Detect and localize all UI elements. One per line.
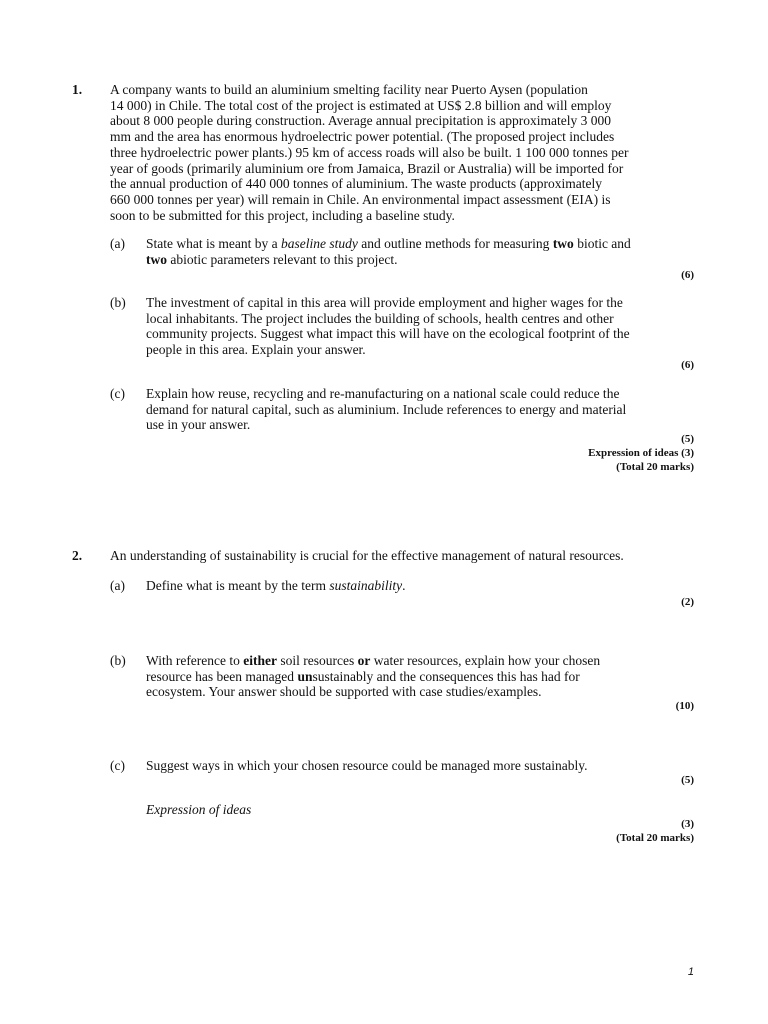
q1-c-line: use in your answer. xyxy=(146,417,251,433)
emphasis-or: or xyxy=(357,653,371,668)
q2-b-line-1 xyxy=(146,653,666,669)
stem-line: A company wants to build an aluminium smelting facility near Puerto Aysen (population xyxy=(110,82,588,97)
stem-line: 14 000) in Chile. The total cost of the project is estimated at US$ 2.8 billion and will employ xyxy=(110,97,612,113)
text-run: Define what is meant by the term xyxy=(146,578,330,593)
sustainability-term: sustainability xyxy=(329,578,403,593)
q2-b-line-2 xyxy=(146,669,666,685)
q1-part-c-text xyxy=(146,386,666,433)
q1-b-line: The investment of capital in this area will provide employment and higher wages for the xyxy=(146,295,623,310)
q2-part-c-marks: (5) xyxy=(681,774,694,786)
q2-part-c-text xyxy=(146,758,666,774)
q2-part-a-marks: (2) xyxy=(681,596,694,608)
q2-c-line: Suggest ways in which your chosen resource could be managed more sustainably. xyxy=(146,758,588,773)
text-run: State what is meant by a xyxy=(146,236,281,251)
q1-part-b-marks: (6) xyxy=(681,359,694,371)
q1-part-c-marks: (5) xyxy=(681,433,694,445)
text-run: biotic and xyxy=(573,236,631,251)
stem-line: An understanding of sustainability is crucial for the effective management of natural resources. xyxy=(110,548,624,563)
question-1-stem xyxy=(110,82,660,223)
q1-a-line-2 xyxy=(146,252,666,268)
question-1-number: 1. xyxy=(72,82,83,97)
q1-total-marks: (Total 20 marks) xyxy=(616,461,694,473)
emphasis-either: either xyxy=(243,653,278,668)
q2-part-c-label: (c) xyxy=(110,758,125,773)
q1-part-a-text xyxy=(146,236,666,267)
stem-line: about 8 000 people during construction. Average annual precipitation is approximately 3 000 xyxy=(110,113,611,129)
q2-part-a-label: (a) xyxy=(110,578,125,593)
emphasis-two: two xyxy=(146,251,167,267)
text-run: resource has been managed xyxy=(146,668,298,684)
stem-line: the annual production of 440 000 tonnes of aluminium. The waste products (approximately xyxy=(110,176,603,192)
question-2-stem xyxy=(110,548,670,564)
stem-line: 660 000 tonnes per year) will remain in Chile. An environmental impact assessment (EIA) is xyxy=(110,191,611,207)
q1-c-line: Explain how reuse, recycling and re-manufacturing on a national scale could reduce the xyxy=(146,386,620,401)
q1-b-line: community projects. Suggest what impact this will have on the ecological footprint of the xyxy=(146,326,630,342)
q2-part-a-text xyxy=(146,578,666,594)
q1-part-c-label: (c) xyxy=(110,386,125,401)
text-run: abiotic parameters relevant to this project. xyxy=(167,251,398,267)
text-run: With reference to xyxy=(146,653,244,668)
text-run: soil resources xyxy=(277,653,358,668)
q2-total-marks: (Total 20 marks) xyxy=(616,832,694,844)
q1-part-b-label: (b) xyxy=(110,295,126,310)
q1-b-line: people in this area. Explain your answer. xyxy=(146,342,366,358)
q1-b-line: local inhabitants. The project includes the building of schools, health centres and other xyxy=(146,310,614,326)
baseline-study-term: baseline study xyxy=(280,236,358,251)
q1-part-a-marks: (6) xyxy=(681,269,694,281)
text-run: water resources, explain how your chosen xyxy=(370,653,601,668)
q2-part-b-marks: (10) xyxy=(675,700,694,712)
emphasis-two: two xyxy=(552,236,574,251)
q1-a-line-1 xyxy=(146,236,666,252)
q1-part-b-text xyxy=(146,295,666,358)
text-run: . xyxy=(402,578,406,593)
stem-line: mm and the area has enormous hydroelectric power potential. (The proposed project includes xyxy=(110,129,615,145)
emphasis-un: un xyxy=(297,668,313,684)
q1-c-line: demand for natural capital, such as aluminium. Include references to energy and material xyxy=(146,401,627,417)
q2-expression-marks: (3) xyxy=(681,818,694,830)
q2-b-line-3: ecosystem. Your answer should be supported with case studies/examples. xyxy=(146,684,542,700)
text-run: and outline methods for measuring xyxy=(357,236,553,251)
q1-part-a-label: (a) xyxy=(110,236,125,251)
q1-expression-of-ideas: Expression of ideas (3) xyxy=(588,447,694,459)
q2-part-b-text xyxy=(146,653,666,700)
stem-line: three hydroelectric power plants.) 95 km of access roads will also be built. 1 100 000 tonnes per xyxy=(110,144,629,160)
stem-line: year of goods (primarily aluminium ore from Jamaica, Brazil or Australia) will be imported for xyxy=(110,160,624,176)
stem-line: soon to be submitted for this project, including a baseline study. xyxy=(110,207,455,223)
q2-a-line xyxy=(146,578,666,594)
q2-part-b-label: (b) xyxy=(110,653,126,668)
text-run: sustainably and the consequences this has had for xyxy=(312,668,580,684)
page-number: 1 xyxy=(687,966,694,978)
q2-expression-of-ideas-label: Expression of ideas xyxy=(146,802,252,817)
question-2-number: 2. xyxy=(72,548,83,563)
